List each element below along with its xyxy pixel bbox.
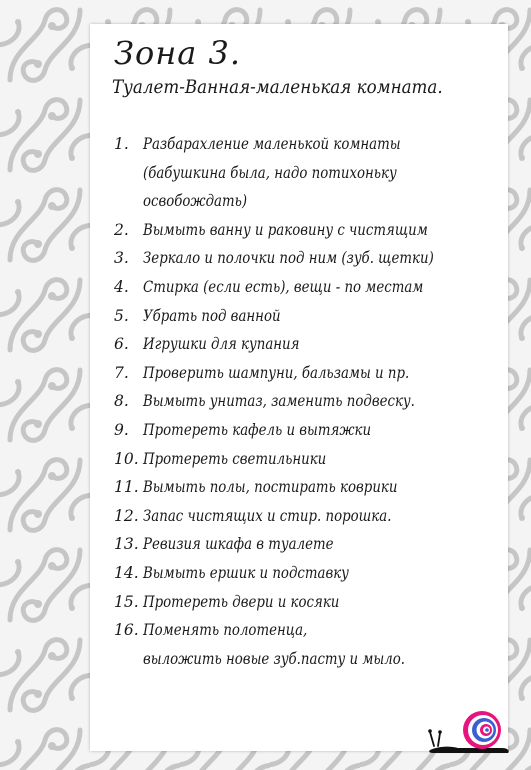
snail-icon	[428, 706, 512, 754]
task-text: Зеркало и полочки под ним (зуб. щетки)	[143, 249, 434, 268]
zone-title: Зона 3.	[114, 34, 242, 72]
task-item	[114, 187, 506, 216]
task-item	[114, 502, 506, 531]
task-number: 4.	[114, 277, 129, 296]
task-text: выложить новые зуб.пасту и мыло.	[143, 649, 406, 668]
task-item	[114, 588, 506, 617]
task-number	[114, 187, 143, 216]
task-number: 1.	[114, 135, 129, 153]
task-item	[114, 359, 506, 388]
task-item	[114, 445, 506, 474]
task-item	[114, 330, 506, 359]
task-number: 5.	[114, 306, 129, 325]
task-item	[114, 159, 506, 188]
task-number	[114, 645, 143, 674]
task-item	[114, 645, 506, 674]
task-text: Протереть двери и косяки	[143, 592, 340, 611]
task-number: 7.	[114, 363, 129, 382]
task-text: Стирка (если есть), вещи - по местам	[143, 277, 424, 296]
task-number: 8.	[114, 392, 129, 411]
task-text: Проверить шампуни, бальзамы и пр.	[143, 363, 410, 382]
task-item	[114, 302, 506, 331]
task-number: 16.	[114, 621, 139, 640]
task-number: 14.	[114, 563, 139, 582]
task-text: Протереть светильники	[143, 449, 327, 468]
task-text: (бабушкина была, надо потихоньку	[143, 163, 397, 182]
task-text: Вымыть полы, постирать коврики	[143, 478, 398, 497]
task-list	[114, 130, 506, 673]
task-number: 10.	[114, 449, 139, 468]
task-item	[114, 130, 506, 159]
task-item	[114, 244, 506, 273]
task-item	[114, 530, 506, 559]
task-number: 2.	[114, 220, 129, 239]
task-text: Разбарахление маленькой комнаты	[143, 135, 401, 153]
task-number: 9.	[114, 420, 129, 439]
task-number: 11.	[114, 478, 139, 497]
task-item	[114, 616, 506, 645]
task-number: 12.	[114, 506, 139, 525]
task-text: Игрушки для купания	[143, 335, 300, 354]
task-item	[114, 416, 506, 445]
task-text: Протереть кафель и вытяжки	[143, 420, 372, 439]
zone-subtitle: Туалет-Ванная-маленькая комната.	[112, 76, 443, 98]
task-number: 6.	[114, 335, 129, 354]
task-text: освобождать)	[143, 192, 248, 211]
task-text: Поменять полотенца,	[143, 621, 308, 640]
task-item	[114, 273, 506, 302]
task-number	[114, 159, 143, 188]
task-text: Вымыть унитаз, заменить подвеску.	[143, 392, 415, 411]
task-text: Вымыть ванну и раковину с чистящим	[143, 220, 428, 239]
task-text: Ревизия шкафа в туалете	[143, 535, 334, 554]
task-text: Вымыть ершик и подставку	[143, 563, 349, 582]
task-text: Запас чистящих и стир. порошка.	[143, 506, 392, 525]
task-number: 3.	[114, 249, 129, 268]
task-number: 13.	[114, 535, 139, 554]
task-number: 15.	[114, 592, 139, 611]
task-item	[114, 387, 506, 416]
task-text: Убрать под ванной	[143, 306, 281, 325]
task-item	[114, 559, 506, 588]
task-item	[114, 216, 506, 245]
task-card	[90, 24, 508, 751]
task-item	[114, 473, 506, 502]
